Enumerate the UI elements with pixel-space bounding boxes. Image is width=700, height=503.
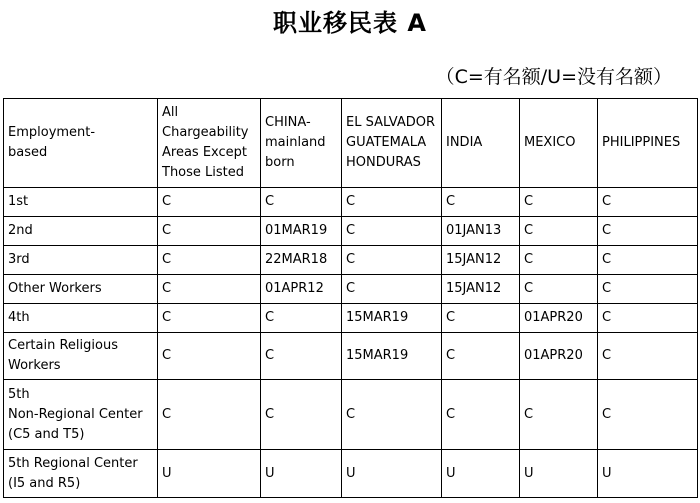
table-cell: U [520,450,598,498]
table-cell: C [342,217,442,246]
table-row [4,275,698,304]
table-cell: 01APR20 [520,304,598,333]
column-header-philippines: PHILIPPINES [598,99,698,188]
table-row [4,333,698,380]
table-cell: 01MAR19 [261,217,342,246]
table-row [4,188,698,217]
legend-note: （C=有名额/U=没有名额） [435,66,672,88]
table-cell: C [261,188,342,217]
table-header-row [4,99,698,188]
table-cell: C [342,246,442,275]
table-cell: C [158,217,261,246]
table-cell: C [598,333,698,380]
table-cell: C [158,380,261,450]
table-cell: C [520,275,598,304]
row-category-cell: 5th Non-Regional Center (C5 and T5) [4,380,158,450]
table-cell: C [520,188,598,217]
table-cell: 15MAR19 [342,333,442,380]
row-category-cell: 1st [4,188,158,217]
table-cell: 01APR20 [520,333,598,380]
table-cell: C [442,188,520,217]
table-cell: U [261,450,342,498]
table-cell: 15JAN12 [442,275,520,304]
table-cell: C [598,217,698,246]
table-cell: C [342,275,442,304]
row-category-cell: 2nd [4,217,158,246]
table-cell: C [342,188,442,217]
column-header-el-salvador: EL SALVADOR GUATEMALA HONDURAS [342,99,442,188]
table-cell: C [158,246,261,275]
table-cell: U [442,450,520,498]
table-cell: 22MAR18 [261,246,342,275]
table-cell: C [158,333,261,380]
table-row [4,450,698,498]
table-cell: C [158,304,261,333]
row-category-cell: 5th Regional Center (I5 and R5) [4,450,158,498]
table-cell: C [598,380,698,450]
table-cell: C [261,380,342,450]
table-cell: C [261,333,342,380]
table-row [4,380,698,450]
row-category-cell: 3rd [4,246,158,275]
table-cell: U [158,450,261,498]
column-header-category: Employment- based [4,99,158,188]
table-cell: C [598,188,698,217]
table-cell: C [158,275,261,304]
table-cell: U [342,450,442,498]
table-cell: C [598,304,698,333]
table-cell: C [261,304,342,333]
table-cell: C [520,380,598,450]
table-row [4,304,698,333]
table-cell: C [598,246,698,275]
table-cell: 01APR12 [261,275,342,304]
table-cell: C [520,246,598,275]
row-category-cell: Certain Religious Workers [4,333,158,380]
table-cell: C [442,380,520,450]
table-cell: U [598,450,698,498]
row-category-cell: Other Workers [4,275,158,304]
table-cell: C [520,217,598,246]
column-header-all-chargeability: All Chargeability Areas Except Those Listed [158,99,261,188]
visa-bulletin-table [3,98,698,498]
table-cell: C [442,304,520,333]
row-category-cell: 4th [4,304,158,333]
table-cell: C [442,333,520,380]
table-row [4,217,698,246]
table-cell: C [598,275,698,304]
table-cell: 15MAR19 [342,304,442,333]
column-header-india: INDIA [442,99,520,188]
table-row [4,246,698,275]
table-cell: C [158,188,261,217]
page-title: 职业移民表 A [273,9,427,37]
column-header-mexico: MEXICO [520,99,598,188]
table-cell: 15JAN12 [442,246,520,275]
table-cell: 01JAN13 [442,217,520,246]
column-header-china: CHINA- mainland born [261,99,342,188]
table-cell: C [342,380,442,450]
